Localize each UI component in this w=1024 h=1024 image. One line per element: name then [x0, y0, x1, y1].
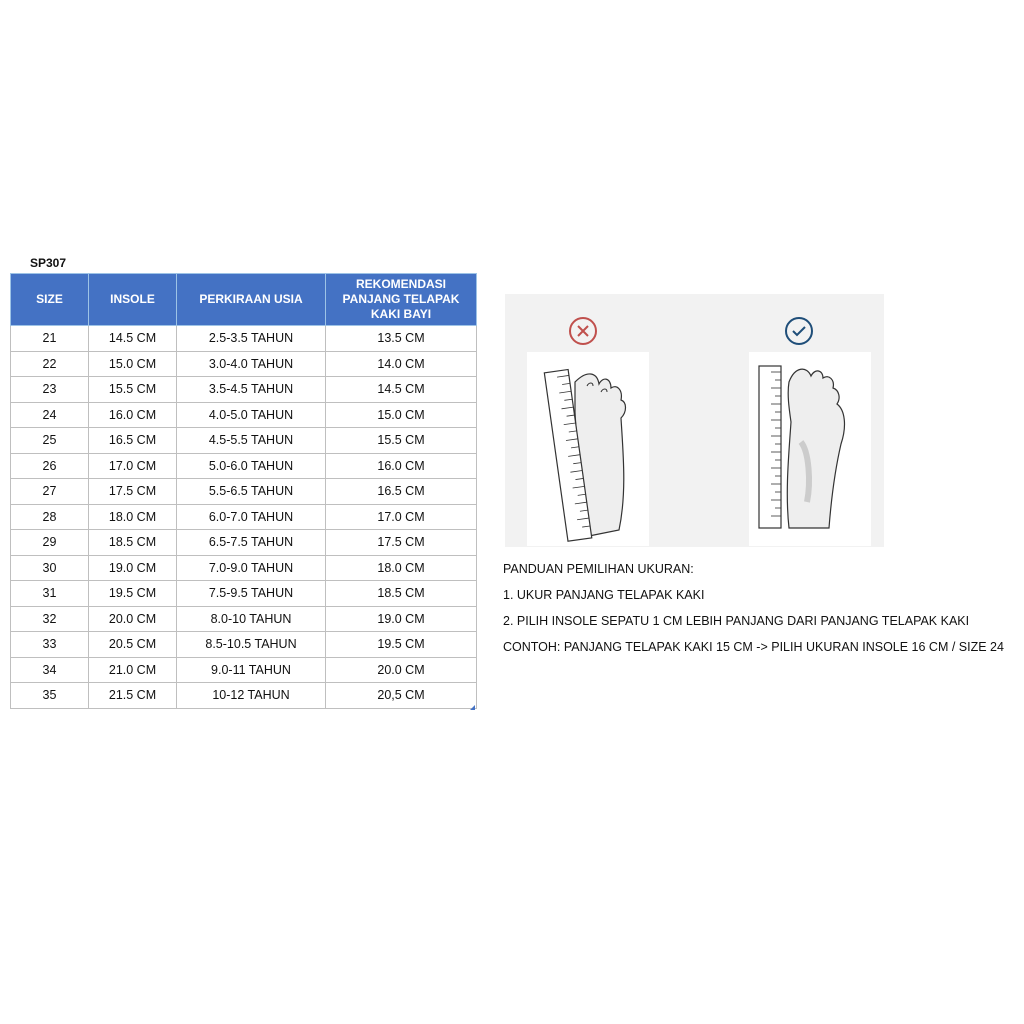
cell-foot-length: 18.5 CM — [326, 581, 477, 607]
table-row — [11, 479, 477, 505]
table-row — [11, 504, 477, 530]
guide-example: CONTOH: PANJANG TELAPAK KAKI 15 CM -> PILIH UKURAN INSOLE 16 CM / SIZE 24 — [503, 640, 1004, 654]
table-row — [11, 326, 477, 352]
cell-age: 10-12 TAHUN — [177, 683, 326, 709]
table-row — [11, 555, 477, 581]
cell-foot-length: 17.5 CM — [326, 530, 477, 556]
tilted-ruler-foot-icon — [527, 352, 649, 546]
selection-corner-marker — [470, 705, 475, 710]
cell-age: 4.5-5.5 TAHUN — [177, 428, 326, 454]
cell-insole: 20.5 CM — [89, 632, 177, 658]
header-age: PERKIRAAN USIA — [177, 274, 326, 326]
correct-measurement-panel — [749, 352, 871, 546]
table-row — [11, 606, 477, 632]
product-code: SP307 — [30, 256, 67, 270]
cell-foot-length: 19.5 CM — [326, 632, 477, 658]
cell-foot-length: 19.0 CM — [326, 606, 477, 632]
cell-size: 22 — [11, 351, 89, 377]
cell-foot-length: 20,5 CM — [326, 683, 477, 709]
check-circle-icon — [784, 316, 814, 346]
cell-insole: 19.5 CM — [89, 581, 177, 607]
cell-insole: 20.0 CM — [89, 606, 177, 632]
table-row — [11, 581, 477, 607]
cell-insole: 21.0 CM — [89, 657, 177, 683]
cell-size: 23 — [11, 377, 89, 403]
header-size: SIZE — [11, 274, 89, 326]
cell-size: 24 — [11, 402, 89, 428]
cell-age: 6.5-7.5 TAHUN — [177, 530, 326, 556]
table-row — [11, 428, 477, 454]
table-row — [11, 683, 477, 709]
cell-foot-length: 18.0 CM — [326, 555, 477, 581]
cell-insole: 17.5 CM — [89, 479, 177, 505]
cell-size: 28 — [11, 504, 89, 530]
table-row — [11, 657, 477, 683]
cell-insole: 19.0 CM — [89, 555, 177, 581]
cell-insole: 18.5 CM — [89, 530, 177, 556]
cell-size: 29 — [11, 530, 89, 556]
cell-foot-length: 14.5 CM — [326, 377, 477, 403]
cell-age: 7.5-9.5 TAHUN — [177, 581, 326, 607]
table-body — [11, 326, 477, 709]
cell-foot-length: 15.5 CM — [326, 428, 477, 454]
cell-age: 5.5-6.5 TAHUN — [177, 479, 326, 505]
x-circle-icon — [568, 316, 598, 346]
table-row — [11, 377, 477, 403]
table-header-row — [11, 274, 477, 326]
cell-age: 9.0-11 TAHUN — [177, 657, 326, 683]
cell-age: 2.5-3.5 TAHUN — [177, 326, 326, 352]
cell-insole: 17.0 CM — [89, 453, 177, 479]
size-table — [10, 273, 477, 709]
cell-age: 3.0-4.0 TAHUN — [177, 351, 326, 377]
wrong-measurement-panel — [527, 352, 649, 546]
cell-foot-length: 17.0 CM — [326, 504, 477, 530]
cell-insole: 15.0 CM — [89, 351, 177, 377]
cell-age: 3.5-4.5 TAHUN — [177, 377, 326, 403]
cell-size: 33 — [11, 632, 89, 658]
cell-age: 5.0-6.0 TAHUN — [177, 453, 326, 479]
size-guide — [503, 562, 1004, 666]
cell-insole: 18.0 CM — [89, 504, 177, 530]
cell-size: 35 — [11, 683, 89, 709]
cell-size: 21 — [11, 326, 89, 352]
cell-insole: 16.0 CM — [89, 402, 177, 428]
table-row — [11, 402, 477, 428]
guide-step-1: 1. UKUR PANJANG TELAPAK KAKI — [503, 588, 705, 602]
cell-size: 27 — [11, 479, 89, 505]
table-row — [11, 351, 477, 377]
cell-insole: 16.5 CM — [89, 428, 177, 454]
cell-insole: 21.5 CM — [89, 683, 177, 709]
cell-size: 31 — [11, 581, 89, 607]
cell-foot-length: 20.0 CM — [326, 657, 477, 683]
cell-age: 4.0-5.0 TAHUN — [177, 402, 326, 428]
cell-foot-length: 16.5 CM — [326, 479, 477, 505]
header-insole: INSOLE — [89, 274, 177, 326]
table-row — [11, 632, 477, 658]
guide-title: PANDUAN PEMILIHAN UKURAN: — [503, 562, 694, 576]
cell-age: 8.0-10 TAHUN — [177, 606, 326, 632]
cell-size: 25 — [11, 428, 89, 454]
cell-foot-length: 16.0 CM — [326, 453, 477, 479]
cell-insole: 15.5 CM — [89, 377, 177, 403]
straight-ruler-foot-icon — [749, 352, 871, 546]
header-foot-length: REKOMENDASI PANJANG TELAPAK KAKI BAYI — [326, 274, 477, 326]
cell-size: 34 — [11, 657, 89, 683]
cell-age: 6.0-7.0 TAHUN — [177, 504, 326, 530]
guide-step-2: 2. PILIH INSOLE SEPATU 1 CM LEBIH PANJANG DARI PANJANG TELAPAK KAKI — [503, 614, 970, 628]
cell-insole: 14.5 CM — [89, 326, 177, 352]
table-row — [11, 530, 477, 556]
cell-size: 26 — [11, 453, 89, 479]
cell-foot-length: 14.0 CM — [326, 351, 477, 377]
cell-size: 30 — [11, 555, 89, 581]
cell-age: 7.0-9.0 TAHUN — [177, 555, 326, 581]
cell-size: 32 — [11, 606, 89, 632]
cell-foot-length: 13.5 CM — [326, 326, 477, 352]
table-row — [11, 453, 477, 479]
measurement-illustration — [505, 294, 884, 547]
cell-age: 8.5-10.5 TAHUN — [177, 632, 326, 658]
cell-foot-length: 15.0 CM — [326, 402, 477, 428]
